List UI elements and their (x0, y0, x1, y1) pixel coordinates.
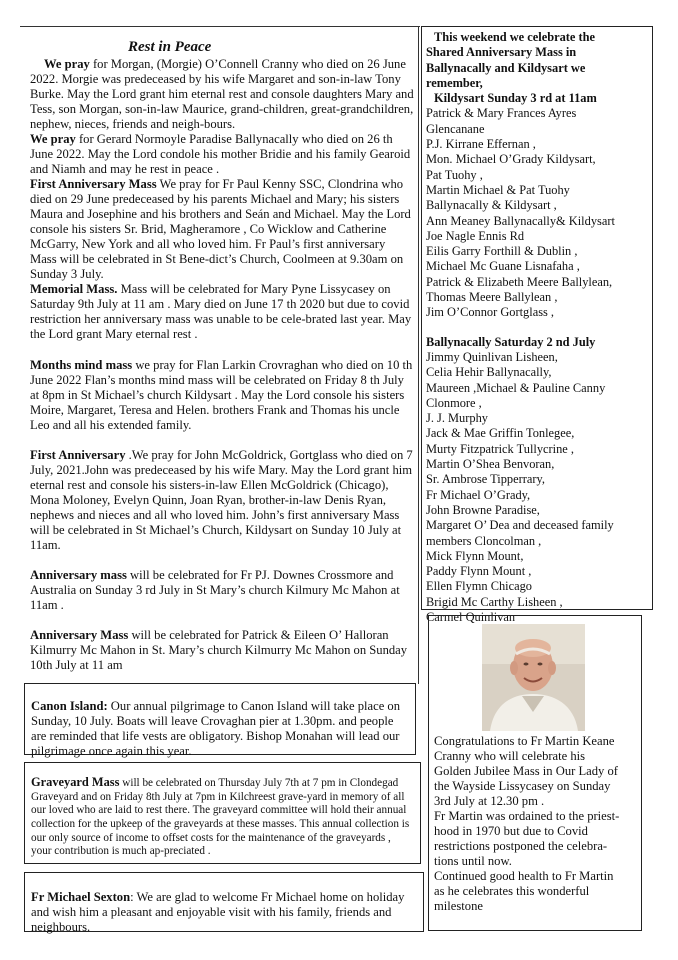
name-entry: Thomas Meere Ballylean , (426, 290, 558, 305)
jubilee-line: 3rd July at 12.30 pm . (434, 794, 545, 808)
months-mind-mass: Months mind mass we pray for Flan Larkin Crovraghan who died on 10 th June 2022 Flan’s months mind mass will be celebrated on Friday 8 th July at 8pm in St Michael’s church Kildysart . May the Lord console his sisters Moire, Margaret, Teresa and Helen. brothers Frank and Thomas his uncle Leo and all his extended family. (30, 358, 413, 432)
jubilee-line: Golden Jubilee Mass in Our Lady of (434, 764, 618, 778)
shared-mass-box (421, 26, 653, 624)
name-entry: Patrick & Mary Frances Ayres (426, 106, 577, 121)
canon-island-box (24, 683, 416, 758)
top-rule (20, 26, 420, 27)
name-entry: Martin Michael & Pat Tuohy (426, 182, 570, 197)
jubilee-box (428, 615, 642, 931)
jubilee-line: hood in 1970 but due to Covid (434, 824, 588, 838)
name-entry: Michael Mc Guane Lisnafaha , (426, 259, 580, 274)
jubilee-line: as he celebrates this wonderful (434, 884, 590, 898)
section-title: Rest in Peace (128, 39, 212, 55)
name-entry: Eilis Garry Forthill & Dublin , (426, 244, 578, 259)
name-entry: Celia Hehir Ballynacally, (426, 365, 552, 380)
memorial-mass: Memorial Mass. Mass will be celebrated for Mary Pyne Lissycasey on Saturday 9th July at 11 am . Mary died on June 17 th 2020 but due to covid restriction her anniversary mass was unable to be cele-brated last year. May the Lord grant Mary eternal rest . (30, 282, 412, 341)
shared-heading-line: remember, (426, 75, 483, 90)
name-entry: Carmel Quinlivan (426, 609, 516, 624)
shared-heading-line: This weekend we celebrate the (434, 30, 596, 44)
portrait-image (482, 624, 585, 731)
jubilee-line: restrictions postponed the celebra- (434, 839, 608, 853)
name-entry: Ballynacally & Kildysart , (426, 198, 557, 213)
graveyard-text: Graveyard Mass will be celebrated on Thursday July 7th at 7 pm in Clondegad Graveyard and on Friday 8th July at 7pm in Kilchreest grave-yard in memory of all our loved who are laid to rest there. The graveyard committee will hold their annual collection for the upkeep of the graveyards at these masses. This annual collection is our only source of income to offset costs for the maintenance of the graveyards , your contribution is much ap-preciated . (31, 775, 410, 858)
kildysart-names (426, 106, 648, 320)
jubilee-line: Continued good health to Fr Martin (434, 869, 614, 883)
name-entry: Maureen ,Michael & Pauline Canny (426, 380, 606, 395)
name-entry: Martin O’Shea Benvoran, (426, 457, 555, 472)
first-anniversary: First Anniversary .We pray for John McGoldrick, Gortglass who died on 7 July, 2021.John was predeceased by his wife Mary. May the Lord grant him eternal rest and console his sisters-in-law Ellen McGoldrick (Chicago), Mona Moloney, Evelyn Quinn, Joan Ryan, brother-in-law Denis Ryan, nephews and nieces and all who loved him. John’s first anniversary Mass will be celebrated in St Michael’s Church, Kildysart on Sunday 10 July at 11am. (30, 448, 413, 552)
fr-martin-photo (482, 624, 585, 731)
name-entry: John Browne Paradise, (426, 502, 540, 517)
canon-island-text: Canon Island: Our annual pilgrimage to Canon Island will take place on Sunday, 10 July. Boats will leave Crovaghan pier at 1.30pm. and people are reminded that life vests are obligatory. Bishop Monahan will lead our pilgrimage once again this year. (31, 698, 401, 758)
name-entry: Paddy Flynn Mount , (426, 564, 532, 579)
rest-in-peace-section (30, 40, 414, 673)
ballynacally-names (426, 350, 648, 625)
name-entry: Mon. Michael O’Grady Kildysart, (426, 152, 596, 167)
name-entry: Glencanane (426, 121, 485, 136)
name-entry: Sr. Ambrose Tipperrary, (426, 472, 545, 487)
jubilee-line: the Wayside Lissycasey on Sunday (434, 779, 611, 793)
prayer-gerard: We pray for Gerard Normoyle Paradise Ballynacally who died on 26 th June 2022. May the Lord condole his mother Bridie and his family Gearoid and Niamh and may he rest in peace . (30, 132, 411, 176)
shared-heading-line: Ballynacally and Kildysart we (426, 60, 586, 75)
shared-mass-content (426, 30, 648, 625)
graveyard-box (24, 762, 421, 864)
name-entry: Murty Fitzpatrick Tullycrine , (426, 441, 574, 456)
jubilee-line: Fr Martin was ordained to the priest- (434, 809, 620, 823)
sexton-text: Fr Michael Sexton: We are glad to welcome Fr Michael home on holiday and wish him a pleasant and enjoyable visit with his family, friends and neighbours. (31, 889, 405, 934)
name-entry: P.J. Kirrane Effernan , (426, 137, 536, 152)
name-entry: Patrick & Elizabeth Meere Ballylean, (426, 274, 613, 289)
ballynacally-heading: Ballynacally Saturday 2 nd July (426, 334, 596, 349)
jubilee-line: milestone (434, 899, 483, 913)
name-entry: Jimmy Quinlivan Lisheen, (426, 349, 558, 364)
anniversary-mass-downes: Anniversary mass will be celebrated for Fr PJ. Downes Crossmore and Australia on Sunday 3 rd July in St Mary’s church Kilmury Mc Mahon at 11am . (30, 568, 400, 612)
name-entry: members Cloncolman , (426, 533, 542, 548)
name-entry: Pat Tuohy , (426, 167, 483, 182)
sexton-box (24, 872, 424, 932)
kildysart-heading: Kildysart Sunday 3 rd at 11am (434, 91, 597, 106)
jubilee-line: Congratulations to Fr Martin Keane (434, 734, 615, 748)
name-entry: Brigid Mc Carthy Lisheen , (426, 594, 563, 609)
name-entry: Clonmore , (426, 395, 482, 410)
column-divider (418, 26, 419, 684)
shared-heading-line: Shared Anniversary Mass in (426, 45, 577, 60)
name-entry: Ann Meaney Ballynacally& Kildysart (426, 213, 615, 228)
name-entry: Margaret O’ Dea and deceased family (426, 518, 614, 533)
name-entry: Ellen Flymn Chicago (426, 579, 532, 594)
anniversary-mass-ohalloran: Anniversary Mass will be celebrated for Patrick & Eileen O’ Halloran Kilmurry Mc Mahon in St. Mary’s church Kilmurry Mc Mahon on Sunday 10th July at 11 am (30, 628, 408, 672)
jubilee-text (434, 734, 640, 914)
prayer-paul-kenny: First Anniversary Mass We pray for Fr Paul Kenny SSC, Clondrina who died on 29 June predeceased by his parents Michael and Mary; his sisters Maura and Josephine and his brothers and Seán and Michael. May the Lord console his sisters Sr. Brid, Magheramore , Co Wicklow and Catherine McGarry, New York and all who loved him. Fr Paul’s first anniversary Mass will be celebrated in St Bene-dict’s Church, Coolmeen at 9.30am on Sunday 3 July. (30, 177, 411, 281)
name-entry: Joe Nagle Ennis Rd (426, 228, 525, 243)
name-entry: Jim O’Connor Gortglass , (426, 305, 555, 320)
jubilee-line: tions until now. (434, 854, 512, 868)
prayer-morgan: We pray for Morgan, (Morgie) O’Connell Cranny who died on 26 June 2022. Morgie was predeceased by his wife Margaret and son-in-law Tony Burke. May the Lord grant him eternal rest and console daughters Mary and Tess, son Morgan, son-in-law Maurice, grand-children, great-grandchildren, nephew, nieces, friends and neigh-bours. (30, 57, 414, 131)
name-entry: Jack & Mae Griffin Tonlegee, (426, 426, 575, 441)
name-entry: Mick Flynn Mount, (426, 548, 524, 563)
jubilee-line: Cranny who will celebrate his (434, 749, 586, 763)
name-entry: J. J. Murphy (426, 411, 488, 426)
name-entry: Fr Michael O’Grady, (426, 487, 531, 502)
